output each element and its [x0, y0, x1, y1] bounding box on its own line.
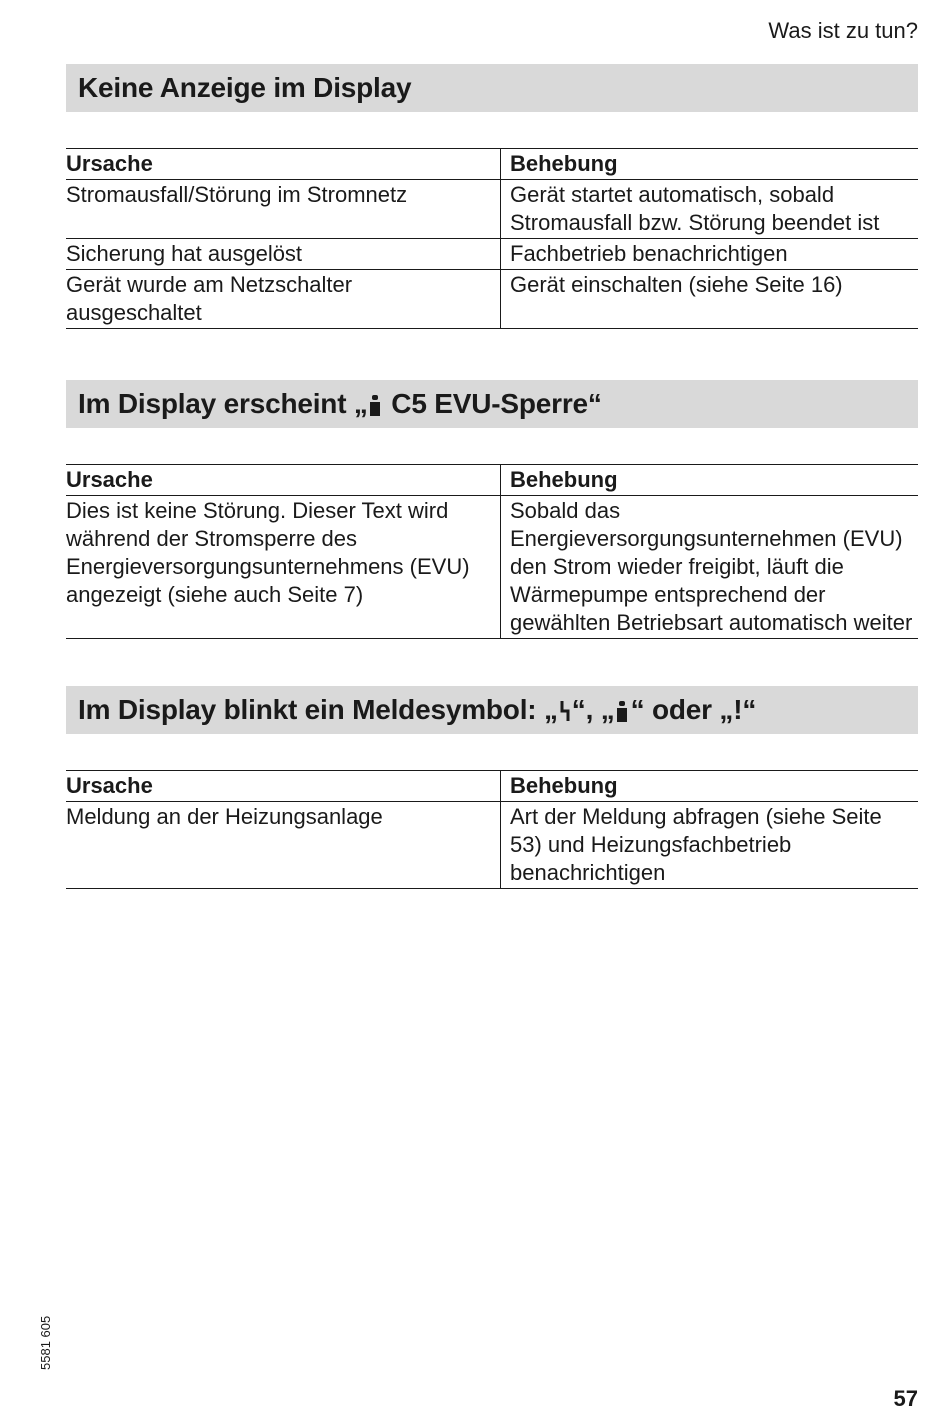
- section-heading-bar: [66, 380, 918, 428]
- table-row: [66, 802, 918, 889]
- cause-remedy-table: [66, 464, 918, 639]
- title-part1: Im Display blinkt ein Meldesymbol: „: [78, 694, 558, 725]
- header-remedy: Behebung: [501, 771, 919, 802]
- title-part3: “ oder „!“: [630, 694, 757, 725]
- remedy-cell: Art der Meldung abfragen (siehe Seite 53) und Heizungsfachbetrieb benachrichtigen: [501, 802, 919, 889]
- cause-cell: Sicherung hat ausgelöst: [66, 239, 501, 270]
- header-cause: Ursache: [66, 465, 501, 496]
- section-heading-bar: [66, 686, 918, 734]
- cause-cell: Dies ist keine Störung. Dieser Text wird während der Stromsperre des Energieversorgungsunternehmens (EVU) angezeigt (siehe auch Seite 7): [66, 496, 501, 639]
- fault-symbol-icon: [559, 700, 571, 722]
- header-remedy: Behebung: [501, 149, 919, 180]
- cause-remedy-table: [66, 148, 918, 329]
- title-suffix: C5 EVU-Sperre“: [383, 388, 602, 419]
- title-prefix: Im Display erscheint „: [78, 388, 368, 419]
- remedy-cell: Fachbetrieb benachrichtigen: [501, 239, 919, 270]
- table-row: [66, 496, 918, 639]
- table-row: [66, 239, 918, 270]
- remedy-cell: Sobald das Energieversorgungsunternehmen (EVU) den Strom wieder freigibt, läuft die Wärmepumpe entsprechend der gewählten Betriebsart automatisch weiter: [501, 496, 919, 639]
- header-remedy: Behebung: [501, 465, 919, 496]
- info-symbol-icon: [370, 395, 380, 415]
- table-header-row: [66, 149, 918, 180]
- section-blinking-symbol: [66, 686, 918, 889]
- cause-cell: Gerät wurde am Netzschalter ausgeschaltet: [66, 270, 501, 329]
- table-header-row: [66, 465, 918, 496]
- remedy-cell: Gerät startet automatisch, sobald Stromausfall bzw. Störung beendet ist: [501, 180, 919, 239]
- document-code: 5581 605: [38, 1315, 53, 1370]
- cause-cell: Stromausfall/Störung im Stromnetz: [66, 180, 501, 239]
- section-heading-bar: [66, 64, 918, 112]
- running-header: Was ist zu tun?: [768, 18, 918, 43]
- header-cause: Ursache: [66, 771, 501, 802]
- table-row: [66, 180, 918, 239]
- section-title: Keine Anzeige im Display: [78, 72, 412, 103]
- section-title: [78, 388, 602, 420]
- page-number: 57: [893, 1386, 918, 1411]
- table-row: [66, 270, 918, 329]
- remedy-cell: Gerät einschalten (siehe Seite 16): [501, 270, 919, 329]
- title-part2: “, „: [571, 694, 615, 725]
- section-title: [78, 694, 756, 726]
- header-cause: Ursache: [66, 149, 501, 180]
- cause-cell: Meldung an der Heizungsanlage: [66, 802, 501, 889]
- info-symbol-icon: [617, 701, 627, 721]
- section-evu-lock: [66, 380, 918, 639]
- section-no-display: [66, 64, 918, 329]
- table-header-row: [66, 771, 918, 802]
- cause-remedy-table: [66, 770, 918, 889]
